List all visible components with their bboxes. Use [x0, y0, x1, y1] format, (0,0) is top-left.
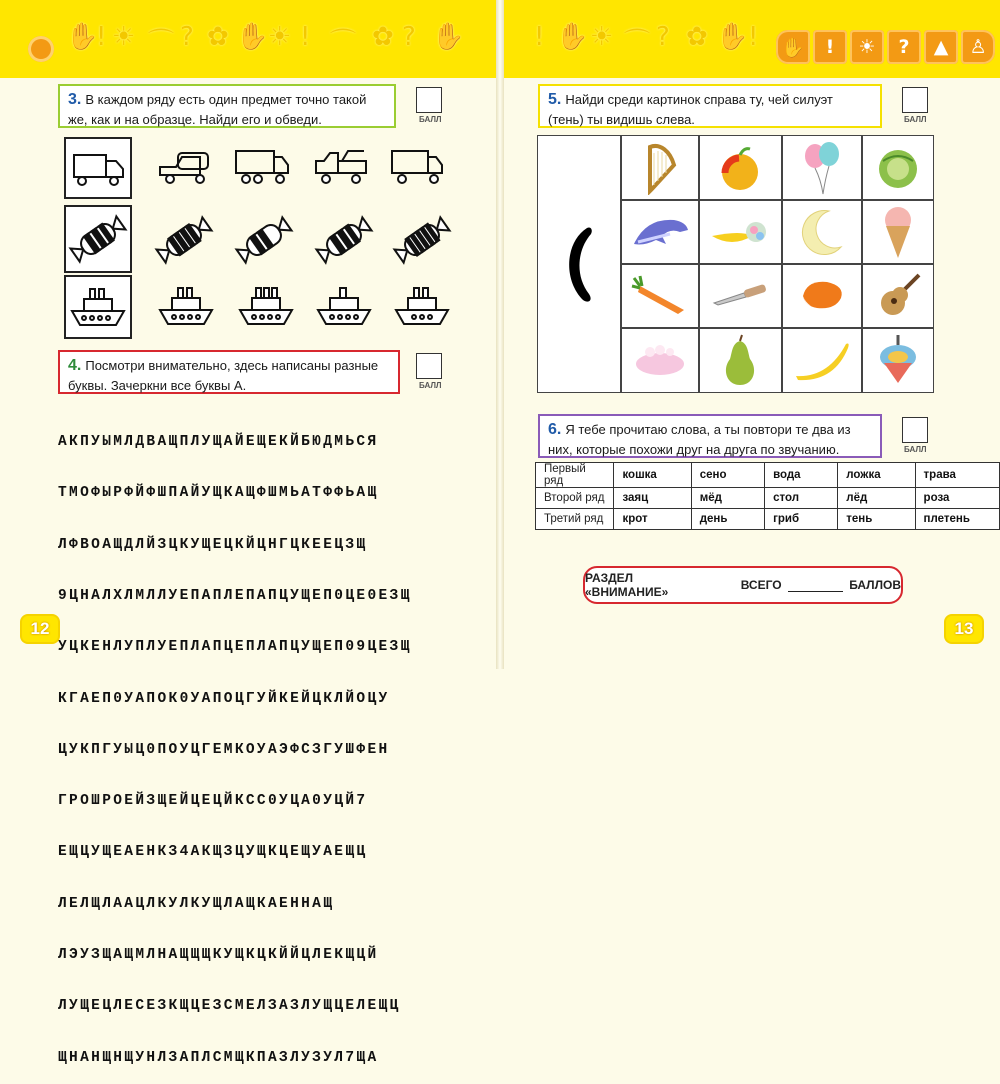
- book-spine: [496, 0, 504, 669]
- flower-icon: ✿: [686, 22, 708, 52]
- letter-row[interactable]: ТМОФЫРФЙФШПАЙУЩКАЩФШМЬАТФФЬАЩ: [58, 485, 379, 502]
- cap-icon: ⌒: [624, 28, 651, 58]
- option-truck-2[interactable]: [232, 145, 292, 192]
- task3-text: В каждом ряду есть один предмет точно такой же, как и на образце. Найди его и обведи.: [68, 92, 367, 127]
- silhouette-icon: [538, 136, 620, 392]
- letter-row[interactable]: УЦКЕНЛУПЛУЕПЛАПЦЕПЛАПЦУЩЕП09ЦЕЗЩ: [58, 639, 412, 656]
- total-points-field[interactable]: [788, 579, 844, 592]
- row-label: Третий ряд: [536, 509, 614, 530]
- row-label: Первый ряд: [536, 463, 614, 488]
- task6-number: 6.: [548, 421, 562, 438]
- apple-icon[interactable]: [700, 138, 780, 198]
- task5-score-box[interactable]: [902, 87, 928, 113]
- letter-row[interactable]: ЕЩЦУЩЕАЕНКЗ4АКЩЗЦУЩКЦЕЩУАЕЩЦ: [58, 844, 368, 861]
- word-cell[interactable]: крот: [614, 509, 691, 530]
- option-ship-2[interactable]: [236, 284, 296, 337]
- word-cell[interactable]: роза: [915, 488, 999, 509]
- exclamation-icon: !: [300, 22, 311, 52]
- task6-score-label: БАЛЛ: [904, 445, 927, 454]
- letter-row[interactable]: ЛЕЛЩЛААЦЛКУЛКУЩЛАЩКАЕННАЩ: [58, 895, 335, 912]
- row-label: Второй ряд: [536, 488, 614, 509]
- soap-icon[interactable]: [622, 329, 698, 391]
- table-row: [536, 488, 1000, 509]
- banana-icon[interactable]: [783, 329, 861, 391]
- letter-row[interactable]: ГРОШРОЕЙЗЩЕЙЦЕЦЙКСС0УЦА0УЦЙ7: [58, 793, 368, 810]
- hand-icon: ✋: [776, 30, 810, 64]
- letter-row[interactable]: ЦУКПГУЫЦ0ПОУЦГЕМКОУАЭФСЗГУШФЕН: [58, 741, 390, 758]
- person-icon: ♙: [961, 30, 995, 64]
- publisher-logo-icon: [28, 36, 54, 62]
- option-truck-4[interactable]: [388, 145, 448, 192]
- hand-icon: ✋: [432, 22, 465, 52]
- points-label: БАЛЛОВ: [849, 578, 902, 592]
- option-ship-1[interactable]: [156, 284, 216, 337]
- letter-row[interactable]: ЩНАНЩНЩУНЛЗАПЛСМЩКПАЗЛУЗУЛ7ЩА: [58, 1049, 379, 1066]
- exclamation-icon: !: [96, 22, 107, 52]
- cabbage-icon[interactable]: [863, 138, 933, 198]
- option-candy-1[interactable]: [152, 208, 216, 277]
- option-truck-3[interactable]: [312, 145, 372, 192]
- cap-icon: ⌒: [148, 28, 175, 58]
- balloons-icon[interactable]: [783, 138, 861, 198]
- words-table: [535, 462, 1000, 530]
- word-cell[interactable]: ложка: [838, 463, 915, 488]
- word-cell[interactable]: сено: [691, 463, 764, 488]
- exclamation-icon: !: [748, 22, 759, 52]
- sample-candy: [64, 205, 132, 273]
- flower-icon: ✿: [372, 22, 394, 52]
- section-summary: [583, 566, 903, 604]
- option-candy-2[interactable]: [232, 208, 296, 277]
- task5-text: Найди среди картинок справа ту, чей силуэт (тень) ты видишь слева.: [548, 92, 833, 127]
- page-number-left: 12: [22, 616, 58, 642]
- option-truck-1[interactable]: [156, 145, 216, 192]
- carrot-icon[interactable]: [622, 265, 698, 327]
- word-cell[interactable]: стол: [765, 488, 838, 509]
- table-row: [536, 509, 1000, 530]
- dolphin-icon[interactable]: [622, 201, 698, 263]
- option-candy-3[interactable]: [312, 208, 376, 277]
- hand-icon: ✋: [556, 22, 589, 52]
- page-number-right: 13: [946, 616, 982, 642]
- question-icon: ?: [180, 22, 194, 52]
- task5-instruction: [538, 84, 882, 128]
- knife-icon[interactable]: [700, 265, 780, 327]
- task4-score-box[interactable]: [416, 353, 442, 379]
- option-ship-4[interactable]: [392, 284, 452, 337]
- pear-icon[interactable]: [700, 329, 780, 391]
- task4-text: Посмотри внимательно, здесь написаны разные буквы. Зачеркни все буквы А.: [68, 358, 379, 393]
- exclamation-icon: !: [813, 30, 847, 64]
- hand-icon: ✋: [236, 22, 269, 52]
- letter-row[interactable]: 9ЦНАЛХЛМЛЛУЕПАПЛЕПАПЦУЩЕП0ЦЕ0ЕЗЩ: [58, 588, 412, 605]
- question-icon: ?: [887, 30, 921, 64]
- task6-score-box[interactable]: [902, 417, 928, 443]
- sun-icon: ☀: [112, 22, 136, 52]
- exclamation-icon: !: [534, 22, 545, 52]
- task6-text: Я тебе прочитаю слова, а ты повтори те два из них, которые похожи друг на друга по звучанию.: [548, 422, 851, 457]
- task6-instruction: [538, 414, 882, 458]
- task4-number: 4.: [68, 357, 82, 374]
- option-candy-4[interactable]: [390, 208, 454, 277]
- word-cell[interactable]: день: [691, 509, 764, 530]
- total-label: ВСЕГО: [740, 578, 782, 592]
- question-icon: ?: [402, 22, 416, 52]
- word-cell[interactable]: вода: [765, 463, 838, 488]
- letter-row[interactable]: КГАЕП0УАПОК0УАПОЦГУЙКЕЙЦКЛЙОЦУ: [58, 690, 390, 707]
- word-cell[interactable]: трава: [915, 463, 999, 488]
- task5-score-label: БАЛЛ: [904, 115, 927, 124]
- task3-score-label: БАЛЛ: [419, 115, 442, 124]
- moon-icon[interactable]: [783, 201, 861, 263]
- word-cell[interactable]: гриб: [765, 509, 838, 530]
- silhouette-table: [537, 135, 934, 393]
- spinning-top-icon[interactable]: [863, 329, 933, 391]
- letter-row[interactable]: АКПУЫМЛДВАЩПЛУЩАЙЕЩЕКЙБЮДМЬСЯ: [58, 434, 379, 451]
- task3-instruction: [58, 84, 396, 128]
- sample-ship: [64, 275, 132, 339]
- task5-number: 5.: [548, 91, 562, 108]
- word-cell[interactable]: лёд: [838, 488, 915, 509]
- letter-row[interactable]: ЛЭУЗЩАЩМЛНАЩЩЩКУЩКЦКЙЙЦЛЕКЩЦЙ: [58, 947, 379, 963]
- graduation-cap-icon: ▲: [924, 30, 958, 64]
- letter-row[interactable]: ЛФВОАЩДЛЙЗЦКУЩЕЦКЙЦНГЦКЕЕЦЗЩ: [58, 536, 368, 553]
- question-icon: ?: [656, 22, 670, 52]
- word-cell[interactable]: тень: [838, 509, 915, 530]
- word-cell[interactable]: плетень: [915, 509, 999, 530]
- cap-icon: ⌒: [330, 28, 357, 58]
- banana-toy-icon[interactable]: [700, 201, 780, 263]
- word-cell[interactable]: кошка: [614, 463, 691, 488]
- sun-icon: ☀: [268, 22, 292, 52]
- guitar-icon[interactable]: [863, 265, 933, 327]
- fox-tail-icon[interactable]: [783, 265, 861, 327]
- sample-truck: [64, 137, 132, 199]
- hand-icon: ✋: [66, 22, 99, 52]
- task4-score-label: БАЛЛ: [419, 381, 442, 390]
- option-ship-3[interactable]: [314, 284, 374, 337]
- sun-icon: ☀: [590, 22, 614, 52]
- table-row: [536, 463, 1000, 488]
- hand-icon: ✋: [716, 22, 749, 52]
- ice-cream-icon[interactable]: [863, 201, 933, 263]
- section-icons: [776, 30, 995, 64]
- harp-icon[interactable]: [622, 138, 698, 198]
- flower-icon: ✿: [207, 22, 229, 52]
- letter-grid[interactable]: [58, 400, 412, 1084]
- word-cell[interactable]: мёд: [691, 488, 764, 509]
- word-cell[interactable]: заяц: [614, 488, 691, 509]
- section-title: РАЗДЕЛ «ВНИМАНИЕ»: [585, 571, 669, 599]
- task3-score-box[interactable]: [416, 87, 442, 113]
- task4-instruction: [58, 350, 400, 394]
- task3-number: 3.: [68, 91, 82, 108]
- sun-icon: ☀: [850, 30, 884, 64]
- letter-row[interactable]: ЛУЩЕЦЛЕСЕЗКЩЦЕЗСМЕЛЗАЗЛУЩЦЕЛЕЩЦ: [58, 998, 401, 1015]
